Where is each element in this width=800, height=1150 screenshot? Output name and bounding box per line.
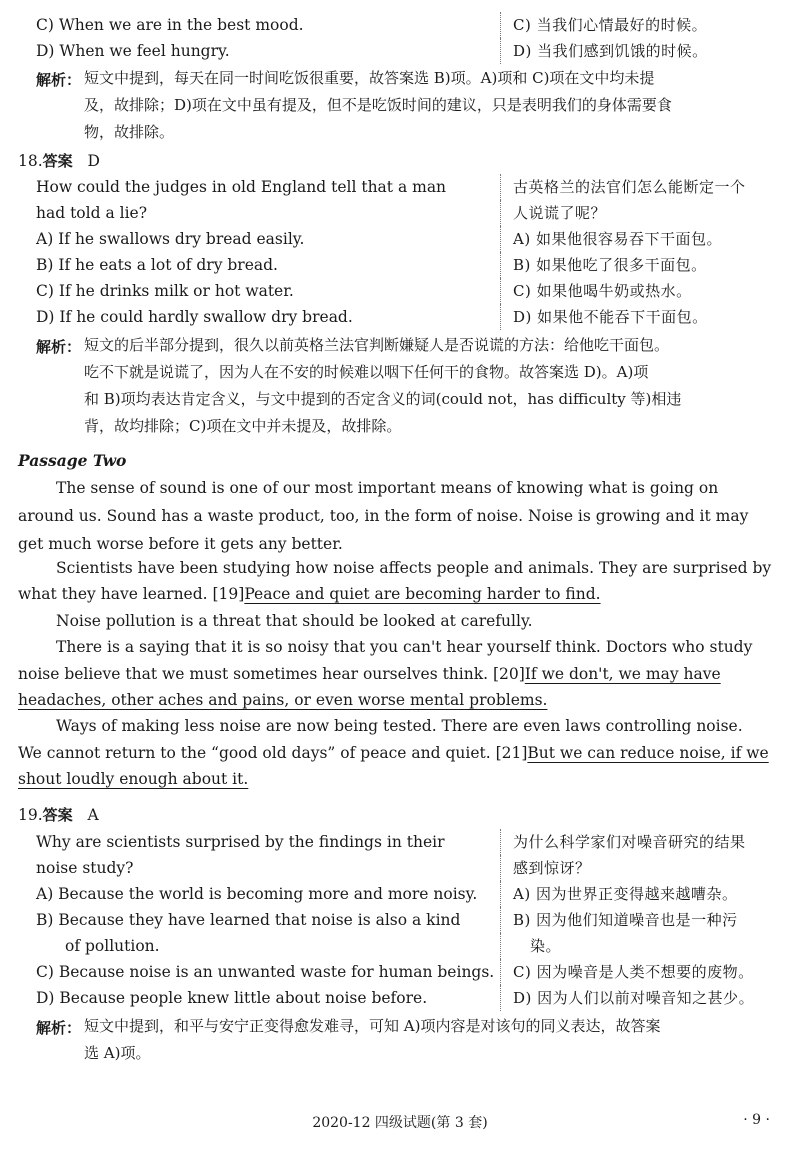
q18-answer-line — [18, 150, 100, 171]
option-zh: 染。 — [500, 933, 561, 959]
q17-analysis-line: 短文中提到，每天在同一时间吃饭很重要，故答案选 B)项。A)项和 C)项在文中均未提 — [84, 69, 655, 87]
answer-label: 答案 — [42, 152, 73, 170]
q19-answer-line — [18, 804, 99, 825]
answer-sentence-19: Peace and quiet are becoming harder to find. — [244, 585, 601, 603]
question-en: How could the judges in old England tell that a man — [36, 178, 447, 196]
option-en: D) When we feel hungry. — [36, 42, 230, 60]
q17-option-c — [36, 12, 780, 38]
option-zh: D) 当我们感到饥饿的时候。 — [500, 38, 708, 64]
passage-line — [18, 660, 784, 688]
option-en: D) If he could hardly swallow dry bread. — [36, 308, 353, 326]
q17-analysis-line: 物，故排除。 — [84, 123, 175, 141]
q19-option-b-continued — [36, 933, 780, 959]
q19-option-c — [36, 959, 780, 985]
option-en: A) If he swallows dry bread easily. — [36, 230, 305, 248]
answer-sentence-20: If we don't, we may have — [524, 665, 721, 683]
q18-analysis-label: 解析： — [36, 338, 82, 356]
q19-option-d — [36, 985, 780, 1011]
option-en: C) Because noise is an unwanted waste for human beings. — [36, 963, 495, 981]
question-number: 18. — [18, 152, 43, 170]
q19-analysis-line: 选 A)项。 — [84, 1044, 151, 1062]
q18-analysis-line: 背，故均排除；C)项在文中并未提及，故排除。 — [84, 417, 402, 435]
q18-question-line — [36, 174, 780, 200]
option-en: B) Because they have learned that noise is also a kind — [36, 911, 461, 929]
q18-option-a — [36, 226, 780, 252]
q19-option-a — [36, 881, 780, 907]
option-en: C) When we are in the best mood. — [36, 16, 304, 34]
passage-line: Noise pollution is a threat that should be looked at carefully. — [56, 612, 533, 630]
passage-text: noise believe that we must sometimes hear ourselves think. [20] — [18, 665, 525, 683]
question-en: Why are scientists surprised by the findings in their — [36, 833, 445, 851]
q19-analysis-label: 解析： — [36, 1019, 82, 1037]
option-zh: C) 当我们心情最好的时候。 — [500, 12, 707, 38]
q17-option-d — [36, 38, 780, 64]
answer-sentence-20: headaches, other aches and pains, or even worse mental problems. — [18, 691, 548, 709]
passage-line: There is a saying that it is so noisy that you can't hear yourself think. Doctors who study — [56, 638, 753, 656]
answer-sentence-21: But we can reduce noise, if we — [527, 744, 769, 762]
option-zh: A) 如果他很容易吞下干面包。 — [500, 226, 722, 252]
option-zh: C) 如果他喝牛奶或热水。 — [500, 278, 692, 304]
option-zh: B) 因为他们知道噪音也是一种污 — [500, 907, 738, 933]
answer-value: D — [87, 152, 100, 170]
option-zh: D) 如果他不能吞下干面包。 — [500, 304, 708, 330]
page-footer: 2020-12 四级试题(第 3 套) — [312, 1115, 488, 1131]
q18-analysis-line: 吃不下就是说谎了，因为人在不安的时候难以咽下任何干的食物。故答案选 D)。A)项 — [84, 363, 649, 381]
q17-analysis-label: 解析： — [36, 71, 82, 89]
q18-option-d — [36, 304, 780, 330]
option-en: B) If he eats a lot of dry bread. — [36, 256, 278, 274]
passage-line — [18, 686, 784, 714]
question-zh: 人说谎了呢？ — [500, 200, 606, 226]
q18-question-line — [36, 200, 780, 226]
answer-label: 答案 — [42, 806, 73, 824]
q18-analysis-line: 和 B)项均表达肯定含义，与文中提到的否定含义的词(could not，has difficulty 等)相违 — [84, 390, 682, 408]
option-zh: D) 因为人们以前对噪音知之甚少。 — [500, 985, 754, 1011]
passage-line: Scientists have been studying how noise affects people and animals. They are surprised by — [56, 559, 772, 577]
passage-line — [18, 580, 784, 608]
q18-analysis-line: 短文的后半部分提到，很久以前英格兰法官判断嫌疑人是否说谎的方法：给他吃干面包。 — [84, 336, 670, 354]
passage-text: We cannot return to the “good old days” of peace and quiet. [21] — [18, 744, 528, 762]
q18-option-c — [36, 278, 780, 304]
passage-title: Passage Two — [18, 451, 127, 470]
option-en: D) Because people knew little about noise before. — [36, 989, 428, 1007]
question-zh: 古英格兰的法官们怎么能断定一个 — [500, 174, 746, 200]
passage-line: around us. Sound has a waste product, too, in the form of noise. Noise is growing and it may — [18, 507, 749, 525]
passage-line: get much worse before it gets any better. — [18, 535, 343, 553]
question-en: had told a lie? — [36, 204, 148, 222]
page-number: · 9 · — [743, 1112, 770, 1128]
option-en: C) If he drinks milk or hot water. — [36, 282, 294, 300]
option-en: A) Because the world is becoming more and more noisy. — [36, 885, 478, 903]
q19-option-b — [36, 907, 780, 933]
option-zh: A) 因为世界正变得越来越嘈杂。 — [500, 881, 737, 907]
passage-line — [18, 765, 784, 793]
question-number: 19. — [18, 806, 43, 824]
answer-sentence-21: shout loudly enough about it. — [18, 770, 249, 788]
q17-analysis-line: 及，故排除；D)项在文中虽有提及，但不是吃饭时间的建议，只是表明我们的身体需要食 — [84, 96, 672, 114]
question-zh: 为什么科学家们对噪音研究的结果 — [500, 829, 746, 855]
answer-value: A — [87, 806, 99, 824]
q19-question-line — [36, 829, 780, 855]
q19-question-line — [36, 855, 780, 881]
passage-line — [18, 739, 784, 767]
passage-text: what they have learned. [19] — [18, 585, 245, 603]
option-zh: B) 如果他吃了很多干面包。 — [500, 252, 707, 278]
q19-analysis-line: 短文中提到，和平与安宁正变得愈发难寻，可知 A)项内容是对该句的同义表达，故答案 — [84, 1017, 661, 1035]
question-en: noise study? — [36, 859, 134, 877]
option-zh: C) 因为噪音是人类不想要的废物。 — [500, 959, 754, 985]
passage-line: The sense of sound is one of our most important means of knowing what is going on — [56, 479, 719, 497]
question-zh: 感到惊讶？ — [500, 855, 591, 881]
option-en: of pollution. — [65, 937, 160, 955]
q18-option-b — [36, 252, 780, 278]
passage-line: Ways of making less noise are now being tested. There are even laws controlling noise. — [56, 717, 743, 735]
